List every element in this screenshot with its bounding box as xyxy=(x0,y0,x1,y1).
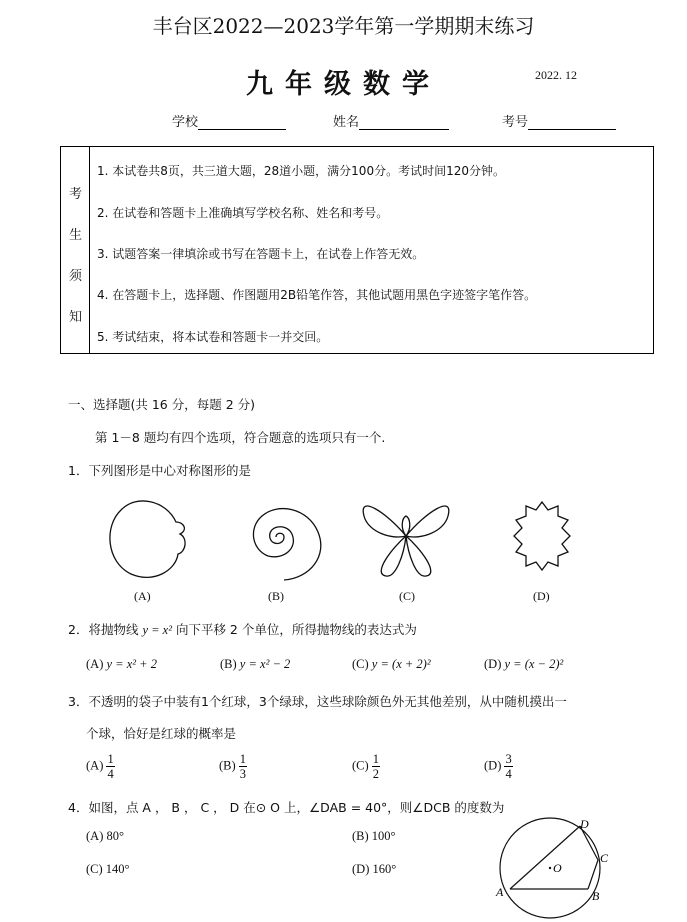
point-label: D xyxy=(580,817,589,831)
option-label: (C) xyxy=(352,657,369,671)
figure-a-cardioid xyxy=(110,501,185,577)
question-2-stem-b: 向下平移 2 个单位，所得抛物线的表达式为 xyxy=(175,622,417,637)
numerator: 3 xyxy=(505,752,512,766)
option-label: (B) xyxy=(352,829,369,843)
notice-head-char: 知 xyxy=(69,310,83,325)
school-blank xyxy=(198,115,286,130)
option-label: (B) xyxy=(219,758,236,773)
notice-item: 4. 在答题卡上，选择题、作图题用2B铅笔作答，其他试题用黑色字迹签字笔作答。 xyxy=(97,288,537,302)
name-field xyxy=(333,111,449,130)
question-2-option xyxy=(86,657,157,672)
segment-ad xyxy=(510,826,580,889)
figure-caption: (A) xyxy=(134,589,151,603)
notice-head-char: 生 xyxy=(69,228,83,243)
notice-item: 1. 本试卷共8页，共三道大题，28道小题，满分100分。考试时间120分钟。 xyxy=(97,164,505,178)
figure-caption: (C) xyxy=(399,589,415,603)
exam-number-label: 考号 xyxy=(502,115,529,130)
denominator: 2 xyxy=(372,767,380,781)
notice-item: 5. 考试结束，将本试卷和答题卡一并交回。 xyxy=(97,330,329,344)
question-2-option xyxy=(220,657,290,672)
option-label: (A) xyxy=(86,758,104,773)
question-4-option xyxy=(352,829,396,844)
fraction xyxy=(372,752,380,781)
option-label: (A) xyxy=(86,657,104,671)
point-label: B xyxy=(592,889,600,903)
question-3-option xyxy=(86,752,115,781)
segment-dc xyxy=(580,826,598,860)
option-value: y = (x + 2)² xyxy=(371,657,431,671)
question-2-expression: y = x² xyxy=(142,623,172,637)
point-label: O xyxy=(553,861,562,875)
question-3-option xyxy=(219,752,247,781)
denominator: 4 xyxy=(107,767,114,781)
question-4-circle-figure xyxy=(488,812,618,920)
figure-caption: (B) xyxy=(268,589,284,603)
school-field xyxy=(172,111,286,130)
fraction xyxy=(504,752,512,781)
exam-date: 2022. 12 xyxy=(535,68,577,82)
question-4-stem: 4．如图，点 A ， B ， C ， D 在⊙ O 上，∠DAB = 40°，则∠DCB 的度数为 xyxy=(68,800,505,815)
segment-cb xyxy=(588,860,598,889)
fraction xyxy=(106,752,114,781)
option-value: y = x² − 2 xyxy=(239,657,291,671)
option-label: (D) xyxy=(484,758,502,773)
numerator: 1 xyxy=(239,752,247,766)
section-instruction: 第 1－8 题均有四个选项，符合题意的选项只有一个. xyxy=(95,430,386,445)
option-label: (B) xyxy=(220,657,237,671)
option-label: (C) xyxy=(86,862,103,876)
question-4-option xyxy=(352,862,396,877)
question-3-line-2: 个球，恰好是红球的概率是 xyxy=(86,726,237,741)
section-title: 一、选择题(共 16 分，每题 2 分) xyxy=(68,397,256,412)
figure-d-snowflake xyxy=(514,502,570,570)
figure-c-butterfly xyxy=(363,506,449,576)
question-4-option xyxy=(86,829,124,844)
name-blank xyxy=(359,115,449,130)
point-label: C xyxy=(600,851,609,865)
figure-b-spiral xyxy=(253,509,320,580)
question-2-stem-a: 2．将抛物线 xyxy=(68,622,139,637)
notice-head-char: 考 xyxy=(69,187,83,202)
question-1-stem: 1．下列图形是中心对称图形的是 xyxy=(68,463,251,478)
exam-number-field xyxy=(502,111,616,130)
option-label: (A) xyxy=(86,829,104,843)
figure-caption: (D) xyxy=(533,589,550,603)
option-value: 140° xyxy=(105,862,130,876)
question-4-option xyxy=(86,862,130,877)
numerator: 1 xyxy=(372,752,380,766)
notice-head xyxy=(61,147,90,353)
denominator: 3 xyxy=(239,767,247,781)
center-point xyxy=(549,867,551,869)
notice-box xyxy=(60,146,654,354)
option-value: 80° xyxy=(106,829,124,843)
fraction xyxy=(239,752,247,781)
point-label: A xyxy=(496,885,504,899)
question-2-option xyxy=(484,657,563,672)
question-3-option xyxy=(484,752,513,781)
question-2-option xyxy=(352,657,431,672)
option-value: 160° xyxy=(372,862,397,876)
option-value: y = x² + 2 xyxy=(106,657,157,671)
school-label: 学校 xyxy=(172,115,199,130)
option-value: y = (x − 2)² xyxy=(504,657,564,671)
notice-item: 2. 在试卷和答题卡上准确填写学校名称、姓名和考号。 xyxy=(97,206,389,220)
option-label: (D) xyxy=(484,657,502,671)
page-title: 丰台区2022—2023学年第一学期期末练习 xyxy=(152,14,535,38)
question-1-figures xyxy=(96,492,656,582)
denominator: 4 xyxy=(505,767,512,781)
numerator: 1 xyxy=(107,752,114,766)
option-value: 100° xyxy=(371,829,396,843)
notice-item: 3. 试题答案一律填涂或书写在答题卡上，在试卷上作答无效。 xyxy=(97,247,425,261)
question-3-option xyxy=(352,752,380,781)
option-label: (C) xyxy=(352,758,369,773)
question-3-line-1: 3．不透明的袋子中装有1个红球，3个绿球，这些球除颜色外无其他差别，从中随机摸出一 xyxy=(68,694,567,709)
question-2-stem xyxy=(68,620,417,638)
subject-title: 九年级数学 xyxy=(246,69,441,100)
option-label: (D) xyxy=(352,862,370,876)
name-label: 姓名 xyxy=(333,115,360,130)
notice-head-char: 须 xyxy=(69,269,83,284)
exam-number-blank xyxy=(528,115,616,130)
